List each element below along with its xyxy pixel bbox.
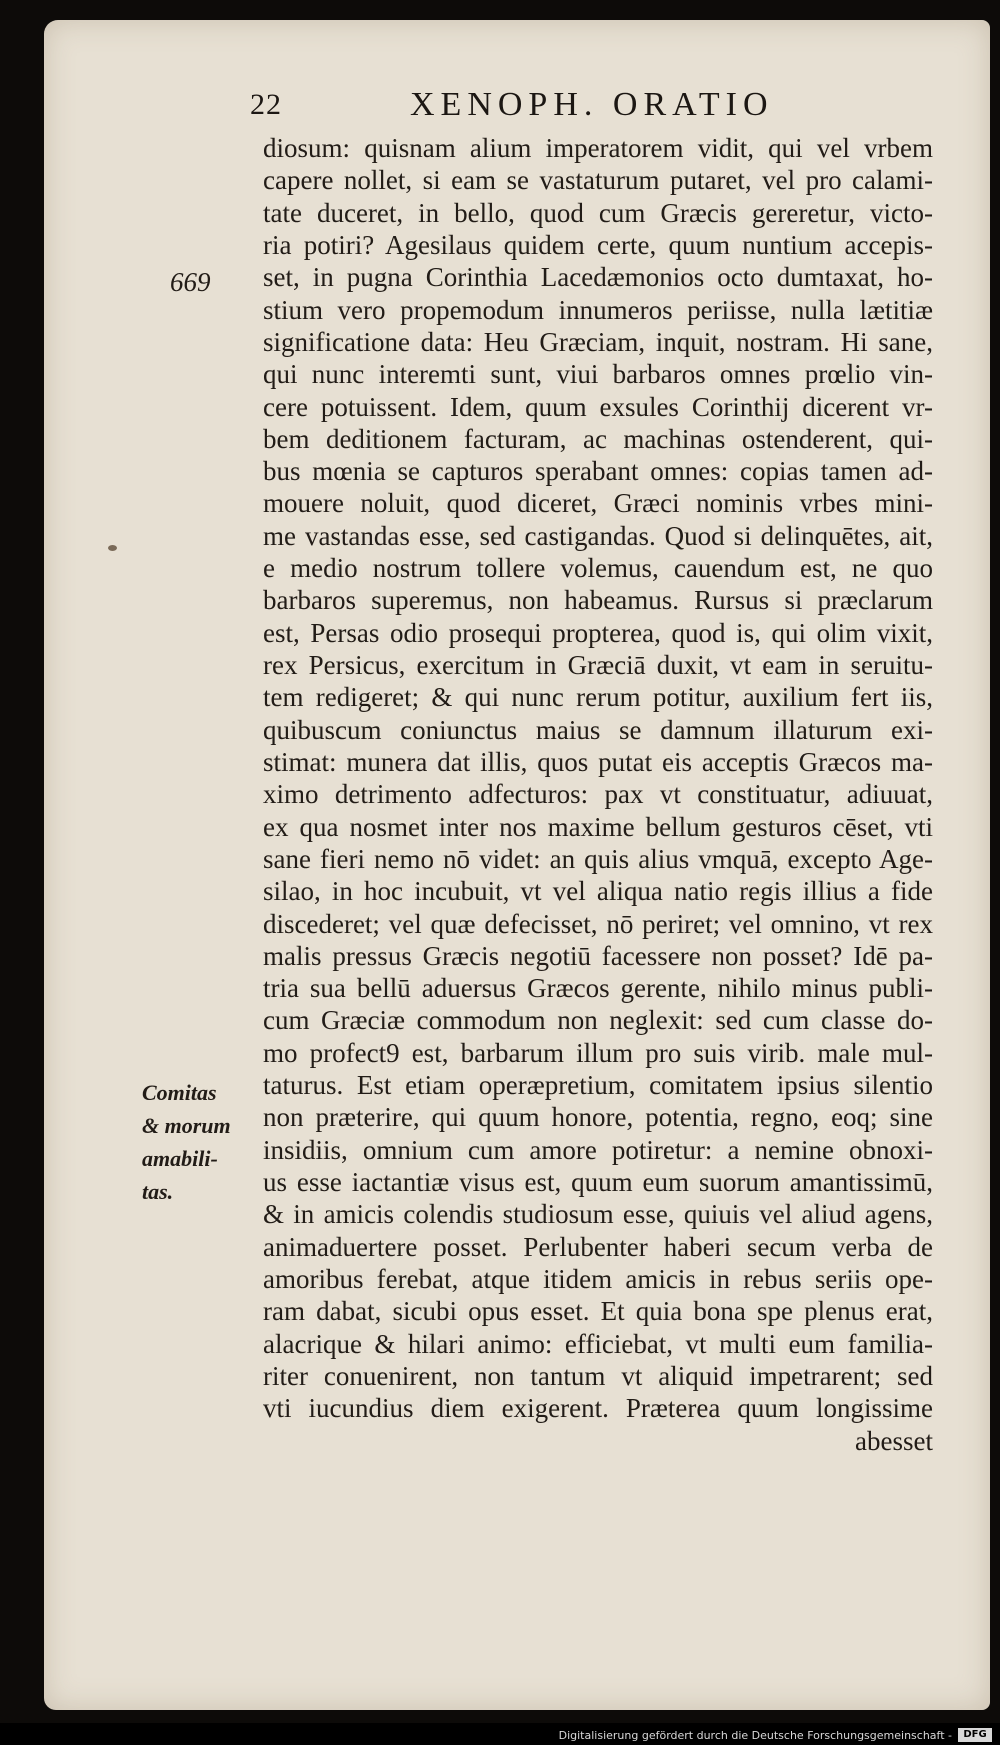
marginal-note — [142, 1076, 262, 1208]
text-line: animaduertere posset. Perlubenter haberi secum verba de — [263, 1231, 933, 1262]
page-header — [0, 88, 1000, 128]
text-line: significatione data: Heu Græciam, inquit, nostram. Hi sane, — [263, 326, 933, 357]
footer-strip — [0, 1723, 1000, 1745]
text-line: stimat: munera dat illis, quos putat eis acceptis Græcos ma- — [263, 746, 933, 777]
text-line: diosum: quisnam alium imperatorem vidit, qui vel vrbem — [263, 133, 933, 163]
text-line: abesset — [855, 1425, 933, 1456]
text-line: vti iucundius diem exigerent. Præterea quum longissime — [263, 1393, 933, 1424]
text-line: set, in pugna Corinthia Lacedæmonios octo dumtaxat, ho- — [263, 262, 933, 293]
text-line: non præterire, qui quum honore, potentia, regno, eoq; sine — [263, 1102, 933, 1133]
marginal-note-line: Comitas — [142, 1080, 217, 1105]
text-line: silao, in hoc incubuit, vt vel aliqua natio regis illius a fide — [263, 876, 933, 907]
text-line: barbaros superemus, non habeamus. Rursus si præclarum — [263, 585, 933, 616]
text-line: tate duceret, in bello, quod cum Græcis gereretur, victo- — [263, 197, 933, 228]
text-line: discederet; vel quæ defecisset, nō periret; vel omnino, vt rex — [263, 908, 933, 939]
text-line: sane fieri nemo nō videt: an quis alius vmquā, excepto Age- — [263, 843, 933, 874]
text-line: us esse iactantiæ visus est, quum eum suorum amantissimū, — [263, 1167, 933, 1197]
text-line: tem redigeret; & qui nunc rerum potitur, auxilium fert iis, — [263, 682, 933, 713]
page-number: 22 — [250, 88, 282, 121]
text-line: est, Persas odio prosequi propterea, quod is, qui olim vixit, — [263, 617, 933, 648]
marginal-note-line: amabili- — [142, 1146, 218, 1171]
text-line: mo profect9 est, barbarum illum pro suis virib. male mul- — [263, 1037, 933, 1068]
text-line: bus mœnia se capturos sperabant omnes: copias tamen ad- — [263, 456, 933, 487]
digitization-credit: Digitalisierung gefördert durch die Deutsche Forschungsgemeinschaft - — [558, 1729, 952, 1742]
marginal-note-line: tas. — [142, 1179, 174, 1204]
text-line: capere nollet, si eam se vastaturum putaret, vel pro calami- — [263, 165, 933, 196]
marginal-note-line: & morum — [142, 1113, 231, 1138]
text-line: alacrique & hilari animo: efficiebat, vt multi eum familia- — [263, 1328, 933, 1359]
text-line: riter conuenirent, non tantum vt aliquid impetrarent; sed — [263, 1360, 933, 1391]
text-line: quibuscum coniunctus maius se damnum illaturum exi- — [263, 714, 933, 745]
text-line: bem deditionem facturam, ac machinas ostenderent, qui- — [263, 423, 933, 454]
text-line: insidiis, omnium cum amore potiretur: a nemine obnoxi- — [263, 1134, 933, 1165]
text-line: stium vero propemodum innumeros periisse, nulla lætitiæ — [263, 294, 933, 325]
text-line: cere potuissent. Idem, quum exsules Corinthij dicerent vr- — [263, 391, 933, 422]
body-text — [263, 132, 933, 1457]
text-line: taturus. Est etiam operæpretium, comitatem ipsius silentio — [263, 1070, 933, 1101]
text-line: ximo detrimento adfecturos: pax vt constituatur, adiuuat, — [263, 779, 933, 810]
text-line: ex qua nosmet inter nos maxime bellum gesturos cēset, vti — [263, 811, 933, 842]
text-line: & in amicis colendis studiosum esse, quiuis vel aliud agens, — [263, 1199, 933, 1230]
margin-number: 669 — [170, 267, 211, 297]
text-line: e medio nostrum tollere volemus, cauendum est, ne quo — [263, 553, 933, 584]
text-line: ram dabat, sicubi opus esset. Et quia bona spe plenus erat, — [263, 1296, 933, 1327]
text-line: malis pressus Græcis negotiū facessere non posset? Idē pa- — [263, 940, 933, 971]
text-line: rex Persicus, exercitum in Græciā duxit, vt eam in seruitu- — [263, 650, 933, 680]
text-line: cum Græciæ commodum non neglexit: sed cum classe do- — [263, 1005, 933, 1036]
ink-speck — [108, 545, 117, 551]
text-line: me vastandas esse, sed castigandas. Quod si delinquētes, ait, — [263, 520, 933, 551]
dfg-logo: DFG — [958, 1728, 992, 1742]
text-line: tria sua bellū aduersus Græcos gerente, nihilo minus publi- — [263, 973, 933, 1004]
text-line: amoribus ferebat, atque itidem amicis in rebus seriis ope- — [263, 1263, 933, 1294]
text-line: qui nunc interemti sunt, viui barbaros omnes prœlio vin- — [263, 359, 933, 390]
text-line: mouere noluit, quod diceret, Græci nominis vrbes mini- — [263, 488, 933, 519]
text-line: ria potiri? Agesilaus quidem certe, quum nuntium accepis- — [263, 229, 933, 260]
running-head: XENOPH. ORATIO — [410, 86, 774, 123]
